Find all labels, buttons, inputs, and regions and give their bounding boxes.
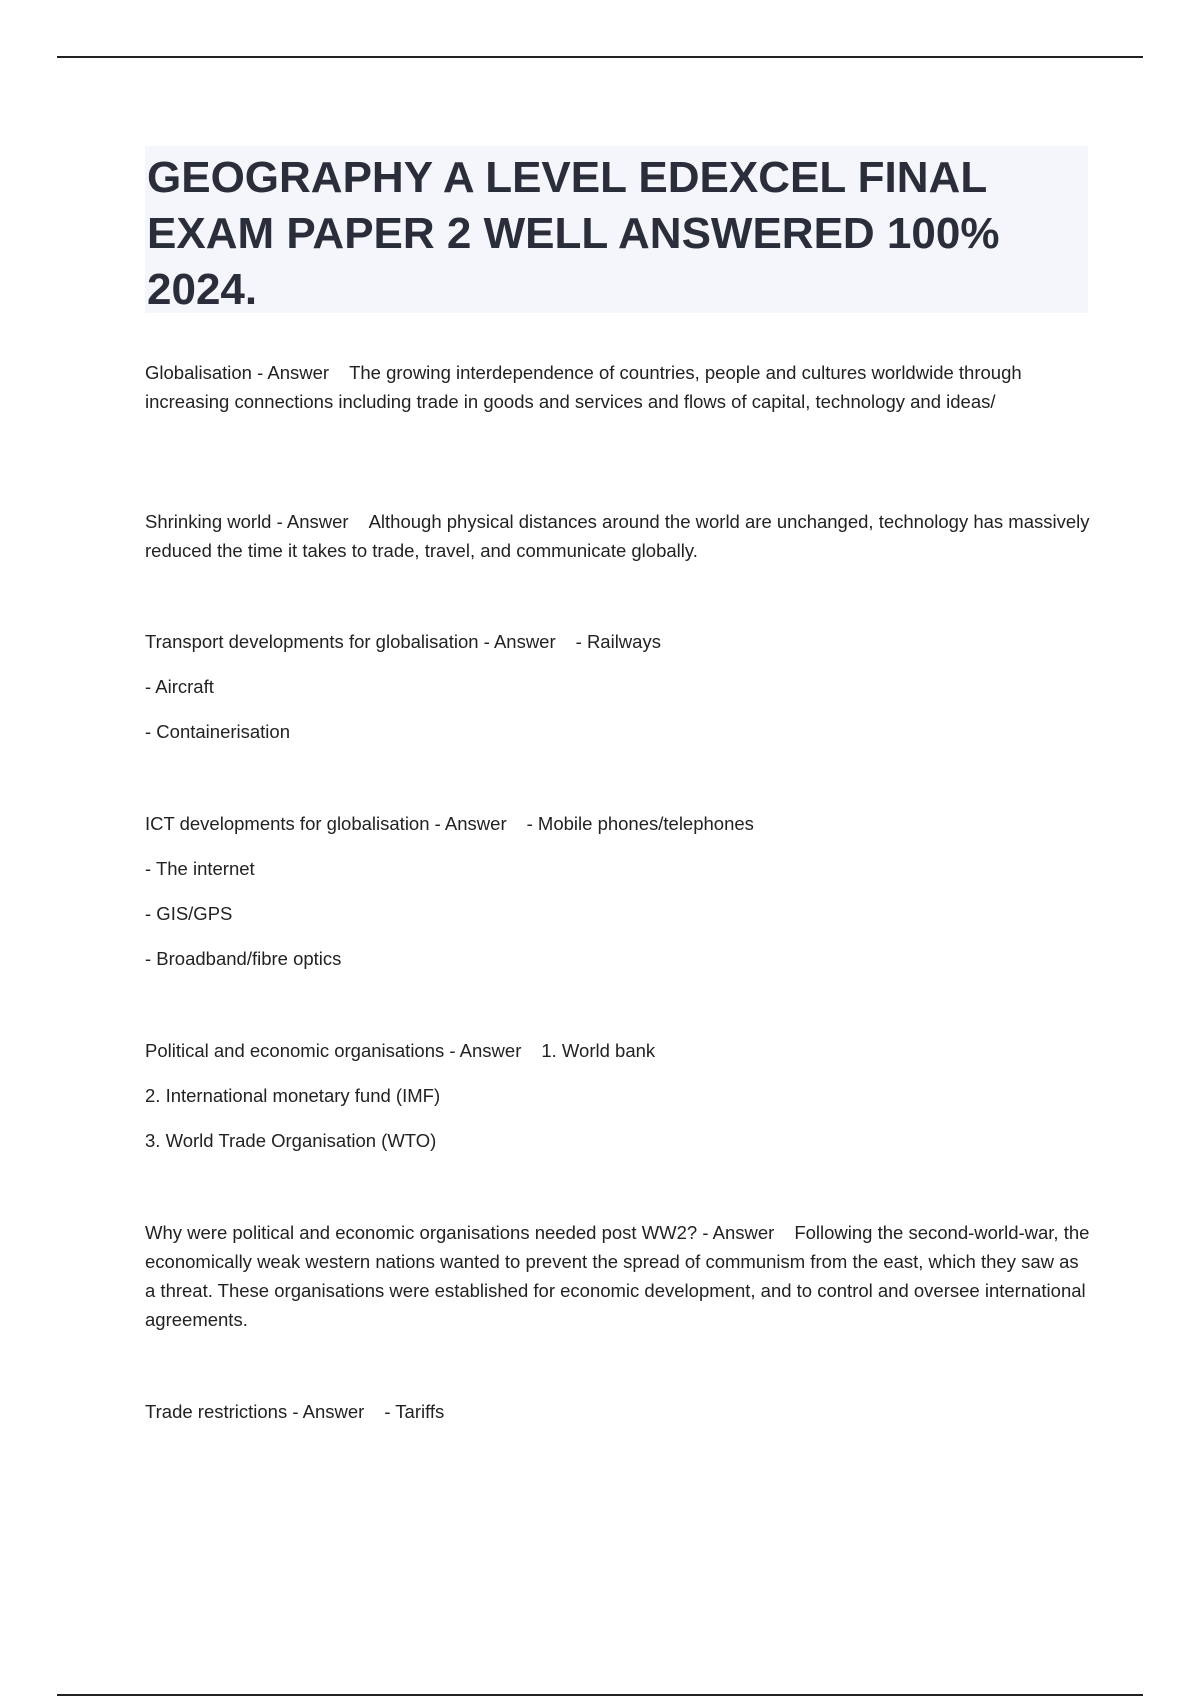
- qa-answer: - Tariffs: [384, 1401, 445, 1422]
- qa-entry-organisations: [145, 1036, 1090, 1155]
- qa-first-line: [145, 809, 1090, 838]
- qa-term: Trade restrictions - Answer: [145, 1401, 365, 1422]
- qa-answer: The growing interdependence of countries, people and cultures worldwide through increasing connections including trade in goods and services and flows of capital, technology and ideas/: [145, 362, 1022, 412]
- qa-first-line: [145, 1218, 1090, 1334]
- qa-list-item: - Aircraft: [145, 676, 214, 697]
- qa-answer: - Railways: [575, 631, 661, 652]
- qa-list-item: 3. World Trade Organisation (WTO): [145, 1130, 437, 1151]
- qa-term: Globalisation - Answer: [145, 362, 330, 383]
- qa-list-item: - Containerisation: [145, 721, 290, 742]
- qa-term: Political and economic organisations - Answer: [145, 1040, 522, 1061]
- footer-rule: [57, 1694, 1143, 1696]
- qa-list-item: - The internet: [145, 858, 255, 879]
- qa-answer: Following the second-world-war, the economically weak western nations wanted to prevent the spread of communism from the east, which they saw as a threat. These organisations were established for economic development, and to control and oversee international agreements.: [145, 1222, 1090, 1330]
- header-rule: [57, 56, 1143, 58]
- qa-list-item: 2. International monetary fund (IMF): [145, 1085, 441, 1106]
- qa-term: Transport developments for globalisation - Answer: [145, 631, 556, 652]
- qa-entry-post-ww2: [145, 1218, 1090, 1334]
- title-block: [145, 146, 1088, 313]
- qa-first-line: [145, 627, 1090, 656]
- qa-entry-ict: [145, 809, 1090, 973]
- qa-entry-globalisation: [145, 358, 1090, 416]
- qa-first-line: [145, 507, 1090, 565]
- qa-entry-trade-restrictions: [145, 1397, 1090, 1426]
- qa-entry-shrinking-world: [145, 507, 1090, 565]
- qa-term: Why were political and economic organisations needed post WW2? - Answer: [145, 1222, 775, 1243]
- qa-answer: 1. World bank: [541, 1040, 656, 1061]
- document-title: GEOGRAPHY A LEVEL EDEXCEL FINAL EXAM PAPER 2 WELL ANSWERED 100% 2024.: [147, 153, 1000, 314]
- qa-first-line: [145, 1036, 1090, 1065]
- qa-answer: - Mobile phones/telephones: [526, 813, 754, 834]
- qa-first-line: [145, 358, 1090, 416]
- qa-term: Shrinking world - Answer: [145, 511, 349, 532]
- qa-term: ICT developments for globalisation - Answer: [145, 813, 507, 834]
- qa-entry-transport: [145, 627, 1090, 746]
- qa-first-line: [145, 1397, 1090, 1426]
- qa-list-item: - Broadband/fibre optics: [145, 948, 342, 969]
- qa-list-item: - GIS/GPS: [145, 903, 233, 924]
- qa-answer: Although physical distances around the world are unchanged, technology has massively reduced the time it takes to trade, travel, and communicate globally.: [145, 511, 1090, 561]
